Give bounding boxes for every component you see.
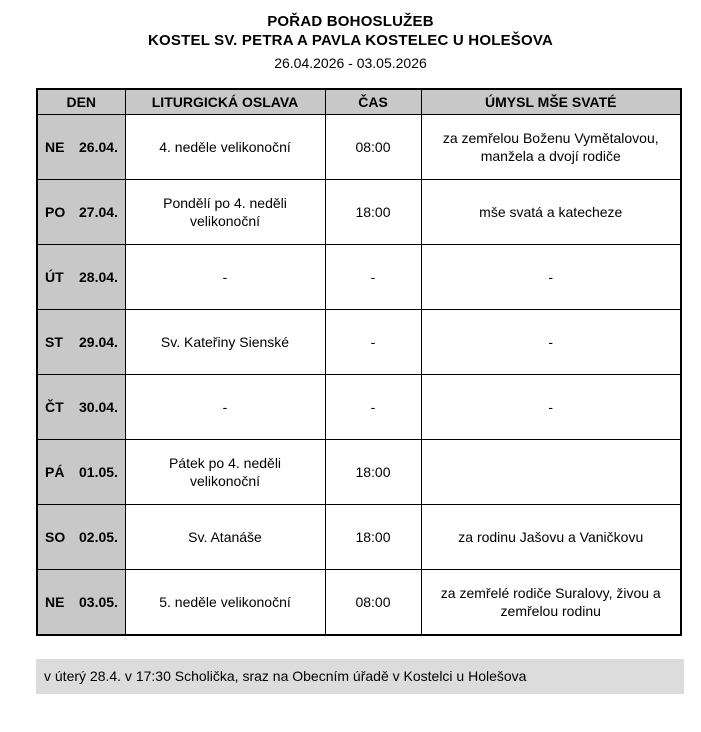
time-cell: - [325, 375, 421, 440]
time-cell: 08:00 [325, 115, 421, 180]
column-header-cas: ČAS [325, 89, 421, 115]
time-cell: 08:00 [325, 570, 421, 635]
table-row [37, 180, 681, 245]
day-date: 03.05. [79, 593, 118, 610]
day-date: 30.04. [79, 399, 118, 415]
liturgy-cell: - [125, 375, 325, 440]
day-date: 26.04. [79, 139, 118, 155]
liturgy-cell: Sv. Kateřiny Sienské [125, 310, 325, 375]
day-abbr: ST [45, 334, 63, 350]
day-date: 01.05. [79, 464, 118, 480]
intention-cell: za zemřelou Boženu Vymětalovou, manžela a dvojí rodiče [421, 115, 681, 180]
table-header-row [37, 89, 681, 115]
time-cell: - [325, 245, 421, 310]
time-cell: 18:00 [325, 180, 421, 245]
page-title: POŘAD BOHOSLUŽEB [267, 13, 434, 30]
day-cell [37, 310, 125, 375]
day-abbr: ČT [45, 399, 64, 415]
time-cell: 18:00 [325, 505, 421, 570]
intention-cell: - [421, 375, 681, 440]
table-row [37, 245, 681, 310]
day-abbr: SO [45, 529, 66, 545]
footer-note: v úterý 28.4. v 17:30 Scholička, sraz na Obecním úřadě v Kostelci u Holešova [36, 659, 684, 694]
table-row [37, 570, 681, 635]
intention-cell: - [421, 310, 681, 375]
day-abbr: PÁ [45, 464, 65, 480]
church-title: KOSTEL SV. PETRA A PAVLA KOSTELEC U HOLEŠOVA [148, 32, 553, 49]
day-cell [37, 115, 125, 180]
liturgy-cell: 4. neděle velikonoční [125, 115, 325, 180]
table-row [37, 375, 681, 440]
intention-cell [421, 440, 681, 505]
document-header [0, 0, 701, 71]
day-date: 28.04. [79, 269, 118, 285]
day-abbr: ÚT [45, 269, 64, 285]
liturgy-cell: Pondělí po 4. neděli velikonoční [125, 180, 325, 245]
day-cell [37, 375, 125, 440]
intention-cell: za rodinu Jašovu a Vaničkovu [421, 505, 681, 570]
day-abbr: PO [45, 204, 66, 220]
day-date: 27.04. [79, 204, 118, 220]
liturgy-cell: Sv. Atanáše [125, 505, 325, 570]
day-cell [37, 570, 125, 635]
intention-cell: mše svatá a katecheze [421, 180, 681, 245]
day-date: 29.04. [79, 334, 118, 350]
day-date: 02.05. [79, 529, 118, 545]
date-range: 26.04.2026 - 03.05.2026 [274, 55, 427, 71]
table-row [37, 505, 681, 570]
time-cell: - [325, 310, 421, 375]
day-cell [37, 245, 125, 310]
day-cell [37, 505, 125, 570]
day-cell [37, 180, 125, 245]
column-header-den: DEN [37, 89, 125, 115]
day-cell [37, 440, 125, 505]
mass-schedule-table [36, 88, 682, 636]
day-abbr: NE [45, 593, 65, 610]
time-cell: 18:00 [325, 440, 421, 505]
intention-cell: - [421, 245, 681, 310]
intention-cell: za zemřelé rodiče Suralovy, živou a zemřelou rodinu [421, 570, 681, 635]
column-header-liturgicka-oslava: LITURGICKÁ OSLAVA [125, 89, 325, 115]
table-row [37, 310, 681, 375]
table-row [37, 440, 681, 505]
day-abbr: NE [45, 139, 65, 155]
liturgy-cell: 5. neděle velikonoční [125, 570, 325, 635]
liturgy-cell: Pátek po 4. neděli velikonoční [125, 440, 325, 505]
liturgy-cell: - [125, 245, 325, 310]
column-header-umysl: ÚMYSL MŠE SVATÉ [421, 89, 681, 115]
table-row [37, 115, 681, 180]
